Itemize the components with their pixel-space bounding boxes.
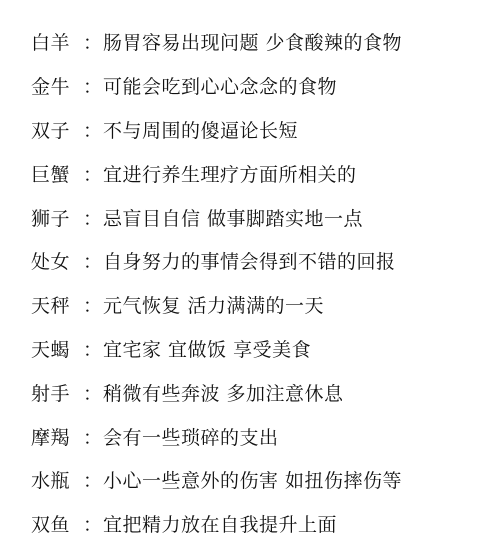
horoscope-list [31,20,491,546]
horoscope-row-leo [31,195,491,239]
separator: ： [83,163,103,186]
separator: ： [83,207,103,230]
fortune-text: 不与周围的傻逼论长短 [103,119,299,142]
separator: ： [83,470,103,493]
fortune-text: 元气恢复 活力满满的一天 [103,295,325,318]
horoscope-row-aries [31,20,491,64]
separator: ： [83,338,103,361]
horoscope-row-capricorn [31,414,491,458]
separator: ： [83,119,103,142]
sign-name: 摩羯 [31,426,71,449]
separator: ： [83,426,103,449]
fortune-text: 宜把精力放在自我提升上面 [103,514,338,537]
horoscope-row-scorpio [31,327,491,371]
horoscope-row-gemini [31,108,491,152]
fortune-text: 可能会吃到心心念念的食物 [103,76,338,99]
separator: ： [83,251,103,274]
sign-name: 双子 [31,119,71,142]
sign-name: 巨蟹 [31,163,71,186]
horoscope-row-sagittarius [31,370,491,414]
fortune-text: 肠胃容易出现问题 少食酸辣的食物 [103,32,403,55]
sign-name: 双鱼 [31,514,71,537]
sign-name: 白羊 [31,32,71,55]
sign-name: 天蝎 [31,338,71,361]
fortune-text: 稍微有些奔波 多加注意休息 [103,382,344,405]
separator: ： [83,32,103,55]
horoscope-row-taurus [31,64,491,108]
separator: ： [83,295,103,318]
horoscope-row-cancer [31,151,491,195]
fortune-text: 忌盲目自信 做事脚踏实地一点 [103,207,364,230]
horoscope-row-pisces [31,502,491,546]
sign-name: 射手 [31,382,71,405]
fortune-text: 会有一些琐碎的支出 [103,426,279,449]
fortune-text: 自身努力的事情会得到不错的回报 [103,251,396,274]
horoscope-row-libra [31,283,491,327]
sign-name: 天秤 [31,295,71,318]
fortune-text: 宜宅家 宜做饭 享受美食 [103,338,312,361]
fortune-text: 小心一些意外的伤害 如扭伤摔伤等 [103,470,403,493]
horoscope-row-virgo [31,239,491,283]
fortune-text: 宜进行养生理疗方面所相关的 [103,163,357,186]
sign-name: 金牛 [31,76,71,99]
separator: ： [83,514,103,537]
horoscope-row-aquarius [31,458,491,502]
sign-name: 狮子 [31,207,71,230]
sign-name: 水瓶 [31,470,71,493]
separator: ： [83,382,103,405]
sign-name: 处女 [31,251,71,274]
separator: ： [83,76,103,99]
